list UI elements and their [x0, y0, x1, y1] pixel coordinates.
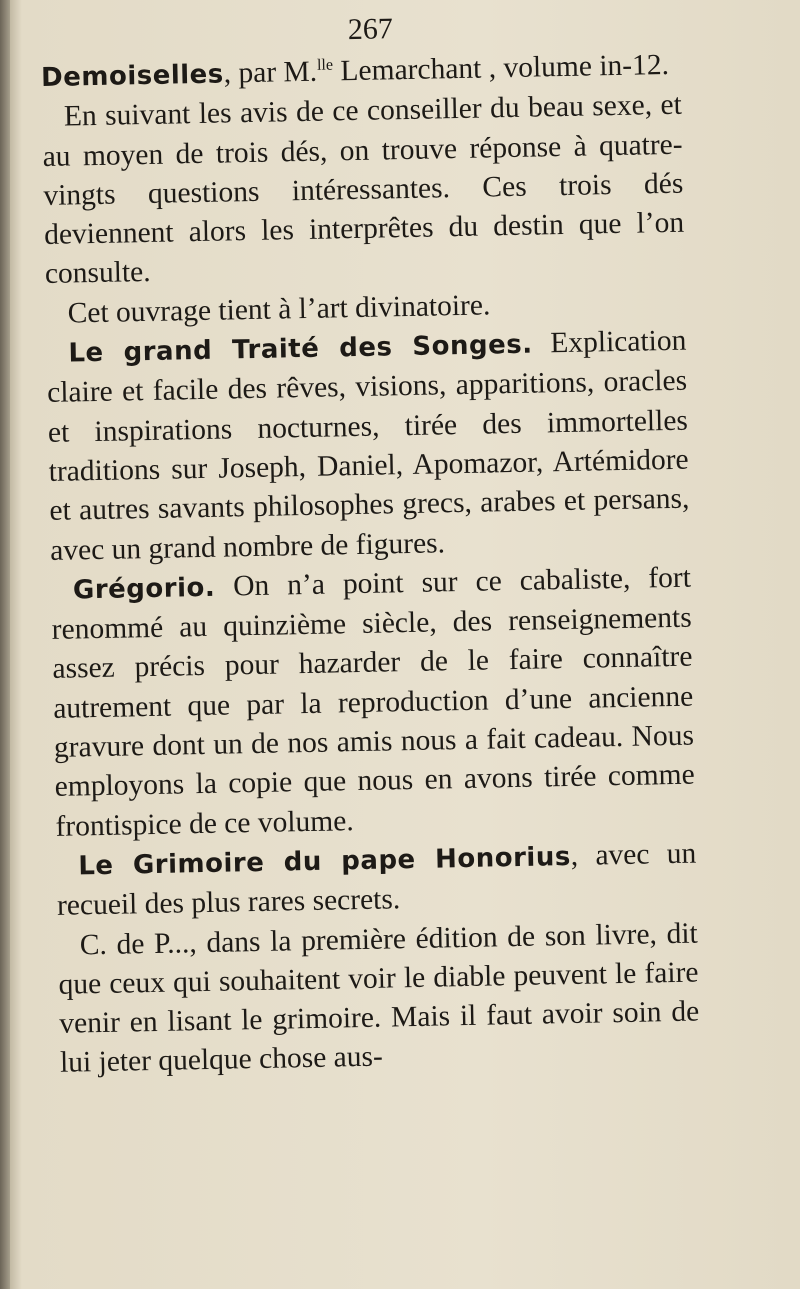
paragraph-text: Explication claire et facile des rêves, visions, apparitions, oracles et inspirations nocturnes, tirée des immortelles traditions sur Joseph, Daniel, Apomazor, Artémidore et autres savants philosophes grecs, arabes et persans, avec un grand nombre de figures.	[46, 324, 690, 567]
paragraph-text: Lemarchant , volume in-12.	[332, 48, 670, 88]
entry-title-traite-des-songes: Le grand Traité des Songes.	[68, 329, 533, 369]
paragraph-text: On n’a point sur ce cabaliste, fort renommé au quinzième siècle, des renseignements assez précis pour hazarder de le faire connaître autrement que par la reproduction d’une ancienne gravure dont un de nos amis nous a fait cadeau. Nous employons la copie que nous en avons tirée comme frontispice de ce volume.	[51, 561, 695, 843]
entry-title-gregorio: Grégorio.	[72, 572, 216, 606]
paragraph-text: Cet ouvrage tient à l’art divinatoire.	[67, 289, 491, 330]
paragraph-text: , avec un recueil des plus rares secrets.	[56, 837, 697, 923]
paragraph-traite-des-songes	[46, 322, 690, 571]
entry-title-grimoire: Le Grimoire du pape Honorius	[78, 841, 572, 882]
paragraph-gregorio	[51, 558, 696, 846]
superscript-lle: lle	[316, 56, 334, 74]
paragraph-des-description	[42, 86, 686, 295]
paragraph-c-de-p	[57, 914, 700, 1083]
paragraph-text: , par M.	[223, 55, 318, 90]
page-number: 267	[347, 12, 394, 47]
paragraph-text: En suivant les avis de ce conseiller du beau sexe, et au moyen de trois dés, on trouve réponse à quatre-vingts questions intéressantes. Ces trois dés deviennent alors les interprêtes du destin que l’on consulte.	[42, 88, 685, 291]
paragraph-grimoire	[56, 834, 697, 926]
book-spine-shadow	[0, 0, 10, 1289]
entry-title-demoiselles: Demoiselles	[40, 59, 225, 93]
page-text-block	[40, 6, 700, 1084]
paragraph-text: C. de P..., dans la première édition de son livre, dit que ceux qui souhaitent voir le diable peuvent le faire venir en lisant le grimoire. Mais il faut avoir soin de lui jeter quelque chose aus-	[58, 917, 700, 1080]
